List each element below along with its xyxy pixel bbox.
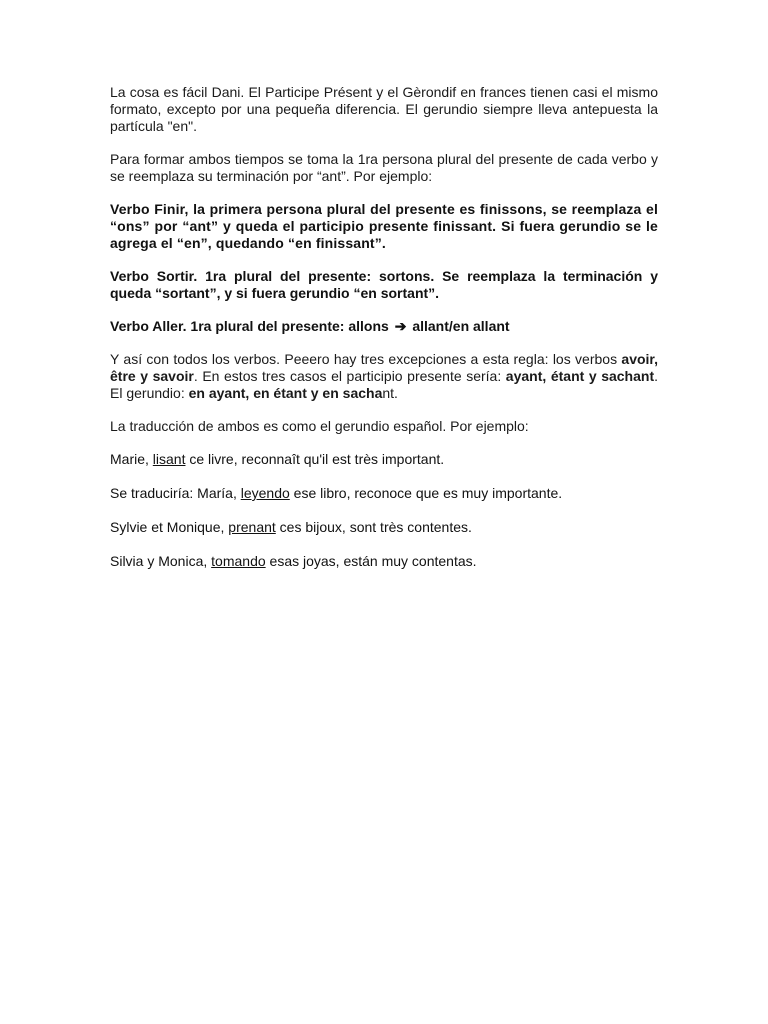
aller-text: Verbo Aller. 1ra plural del presente: allons xyxy=(110,318,389,334)
exceptions-text-c: . En estos tres casos el participio presente sería: xyxy=(193,368,506,384)
example-4-before: Silvia y Monica, xyxy=(110,553,212,569)
exceptions-verbs: avoir, être y savoir xyxy=(110,351,658,384)
rule-paragraph: Para formar ambos tiempos se toma la 1ra persona plural del presente de cada verbo y se reemplaza su terminación por “ant”. Por ejemplo: xyxy=(110,151,658,184)
example-3-underlined: prenant xyxy=(228,519,276,535)
exceptions-paragraph xyxy=(110,351,658,402)
intro-paragraph: La cosa es fácil Dani. El Participe Présent y el Gèrondif en frances tienen casi el mismo formato, excepto por una pequeña diferencia. El gerundio siempre lleva antepuesta la partícula "en". xyxy=(110,84,658,134)
translation-paragraph: La traducción de ambos es como el gerundio español. Por ejemplo: xyxy=(110,418,529,434)
exceptions-participles: ayant, étant y sachant xyxy=(505,368,655,384)
example-1-underlined: lisant xyxy=(152,451,186,467)
example-4-after: esas joyas, están muy contentas. xyxy=(265,553,477,569)
example-2-after: ese libro, reconoce que es muy importante. xyxy=(289,485,563,501)
example-sortir-paragraph: Verbo Sortir. 1ra plural del presente: sortons. Se reemplaza la terminación y queda “sortant”, y si fuera gerundio “en sortant”. xyxy=(110,268,658,301)
exceptions-text-g: nt. xyxy=(382,385,398,401)
exceptions-text-a: Y así con todos los verbos. Peeero hay tres excepciones a esta regla: los verbos xyxy=(110,351,622,367)
example-1-before: Marie, xyxy=(110,451,153,467)
example-2-before: Se traduciría: María, xyxy=(110,485,241,501)
example-sentence-2 xyxy=(110,485,658,502)
example-2-underlined: leyendo xyxy=(240,485,290,501)
example-sentence-4 xyxy=(110,553,658,570)
example-aller-paragraph xyxy=(110,318,658,335)
aller-result: allant/en allant xyxy=(412,318,510,334)
example-sentence-1 xyxy=(110,451,658,468)
example-4-underlined: tomando xyxy=(211,553,266,569)
example-3-before: Sylvie et Monique, xyxy=(110,519,229,535)
example-sentence-3 xyxy=(110,519,658,536)
exceptions-gerunds: en ayant, en étant y en sacha xyxy=(188,385,383,401)
example-1-after: ce livre, reconnaît qu'il est très important. xyxy=(185,451,445,467)
document-page xyxy=(110,84,658,587)
example-3-after: ces bijoux, sont très contentes. xyxy=(275,519,472,535)
right-arrow-icon: ➔ xyxy=(394,318,407,334)
exceptions-text-e: . El gerundio: xyxy=(110,368,659,401)
example-finir-paragraph: Verbo Finir, la primera persona plural del presente es finissons, se reemplaza el “ons” por “ant” y queda el participio presente finissant. Si fuera gerundio se le agrega el “en”, quedando “en finissant”. xyxy=(110,201,658,251)
